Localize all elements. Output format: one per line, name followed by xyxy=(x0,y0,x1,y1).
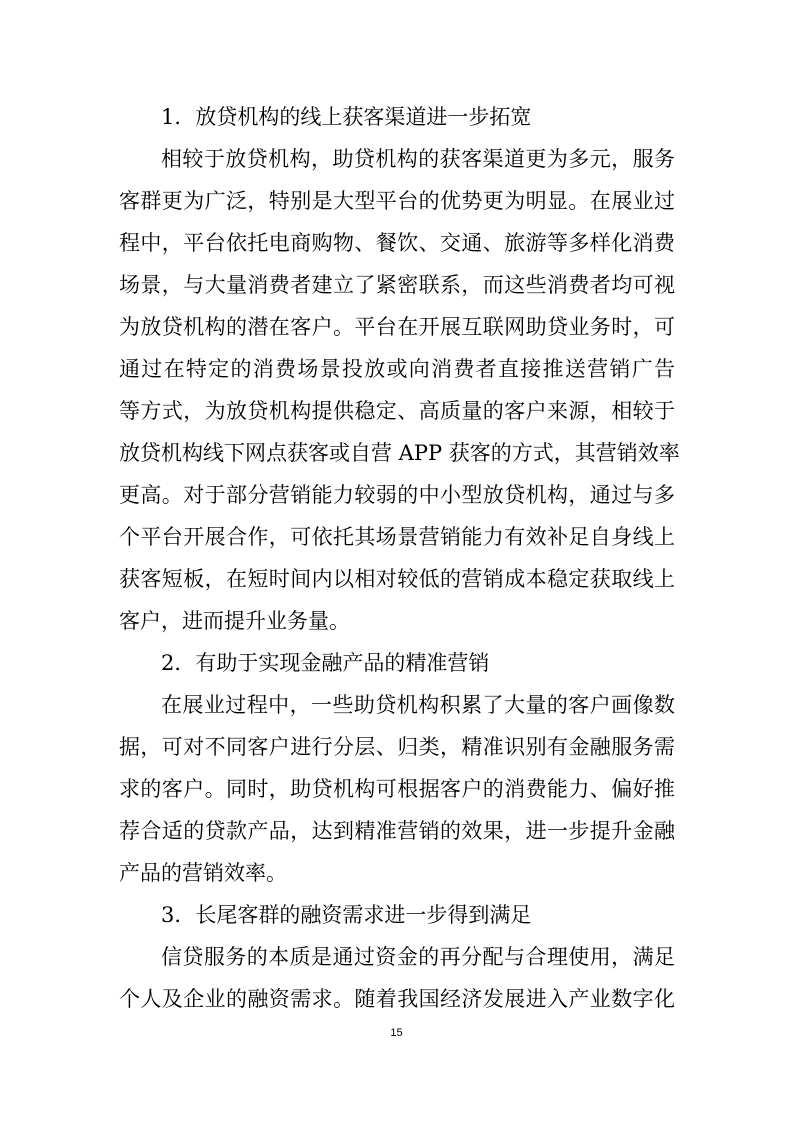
document-body xyxy=(119,96,680,1020)
paragraph-line: 通过在特定的消费场景投放或向消费者直接推送营销广告 xyxy=(119,357,675,381)
paragraph-line: 信贷服务的本质是通过资金的再分配与合理使用，满足 xyxy=(161,945,675,969)
paragraph-line: 个人及企业的融资需求。随着我国经济发展进入产业数字化 xyxy=(119,987,675,1011)
paragraph-line: 据，可对不同客户进行分层、归类，精准识别有金融服务需 xyxy=(119,735,675,759)
paragraph-line: 场景，与大量消费者建立了紧密联系，而这些消费者均可视 xyxy=(119,273,675,297)
paragraph-line: 个平台开展合作，可依托其场景营销能力有效补足自身线上 xyxy=(119,525,675,549)
paragraph-line: 为放贷机构的潜在客户。平台在开展互联网助贷业务时，可 xyxy=(119,315,675,339)
paragraph-line: 客户，进而提升业务量。 xyxy=(119,609,350,633)
paragraph-line: 等方式，为放贷机构提供稳定、高质量的客户来源，相较于 xyxy=(119,399,675,423)
paragraph-line: 程中，平台依托电商购物、餐饮、交通、旅游等多样化消费 xyxy=(119,231,675,255)
paragraph-line: 相较于放贷机构，助贷机构的获客渠道更为多元，服务 xyxy=(161,147,675,171)
paragraph-line: 产品的营销效率。 xyxy=(119,861,287,885)
section-heading: 1．放贷机构的线上获客渠道进一步拓宽 xyxy=(161,105,532,129)
paragraph-line: 求的客户。同时，助贷机构可根据客户的消费能力、偏好推 xyxy=(119,777,675,801)
section-heading: 3．长尾客群的融资需求进一步得到满足 xyxy=(161,903,532,927)
paragraph-line: 客群更为广泛，特别是大型平台的优势更为明显。在展业过 xyxy=(119,189,675,213)
section-heading: 2．有助于实现金融产品的精准营销 xyxy=(161,651,490,675)
paragraph-line: 更高。对于部分营销能力较弱的中小型放贷机构，通过与多 xyxy=(119,483,675,507)
paragraph-line: 获客短板，在短时间内以相对较低的营销成本稳定获取线上 xyxy=(119,567,675,591)
paragraph-line: 荐合适的贷款产品，达到精准营销的效果，进一步提升金融 xyxy=(119,819,675,843)
paragraph-line: 放贷机构线下网点获客或自营 APP 获客的方式，其营销效率 xyxy=(119,441,680,465)
paragraph-line: 在展业过程中，一些助贷机构积累了大量的客户画像数 xyxy=(161,693,675,717)
page-number: 15 xyxy=(390,1027,403,1039)
